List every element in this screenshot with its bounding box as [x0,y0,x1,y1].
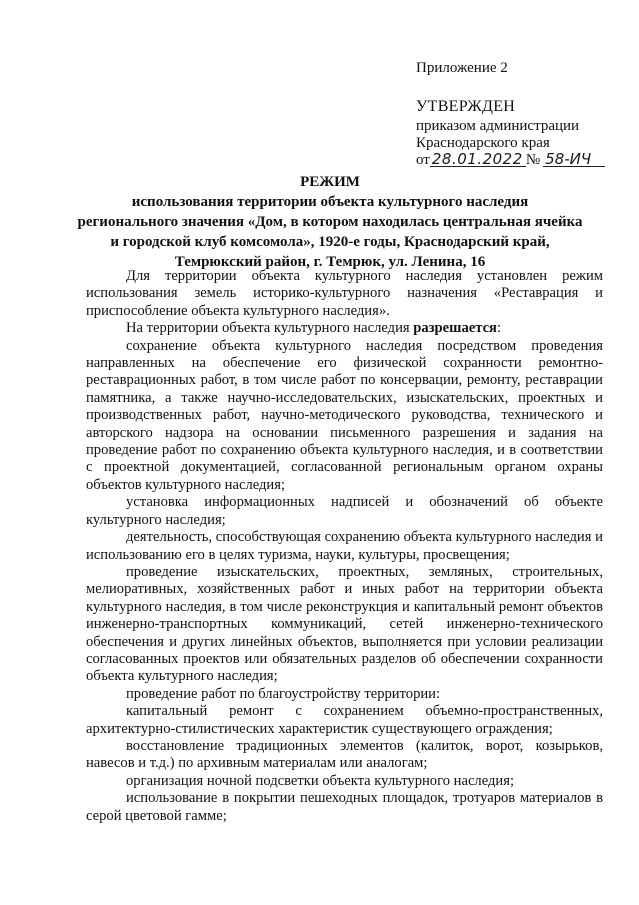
paragraph-allowed-heading [86,320,603,337]
paragraph-repair: капитальный ремонт с сохранением объемно-пространственных, архитектурно-стилистических характеристик существующего ограждения; [86,703,603,737]
paragraph-lighting: организация ночной подсветки объекта культурного наследия; [126,772,515,789]
number-prefix: № [525,152,541,168]
paragraph-paving: использование в покрытии пешеходных площадок, тротуаров материалов в серой цветовой гамме; [86,790,603,824]
approval-heading: УТВЕРЖДЕН [416,98,516,115]
paragraph-preservation: сохранение объекта культурного наследия посредством проведения направленных на обеспечение его физической сохранности ремонтно-реставрационных работ, в том числе работ по консервации, ремонту, реставрации памятника, а также научно-исследовательских, изыскательских, проектных и производственных работ, научно-методического руководства, технического и авторского надзора на основании письменного разрешения и задания на проведение работ по сохранению объекта культурного наследия, и в соответствии с проектной документацией, согласованной региональным органом охраны объектов культурного наследия; [86,337,603,493]
title-line-3: регионального значения «Дом, в котором находилась центральная ячейка [77,214,583,230]
title-line-1: РЕЖИМ [300,174,360,190]
approval-block [416,98,605,169]
allowed-tail: : [496,320,501,337]
allowed-bold: разрешается [413,320,497,337]
paragraph-signs: установка информационных надписей и обозначений об объекте культурного наследия; [86,494,603,528]
paragraph-landscaping: проведение работ по благоустройству территории: [126,685,441,702]
title-line-4: и городской клуб комсомола», 1920-е годы, Краснодарский край, [110,234,550,250]
title-line-5: Темрюкский район, г. Темрюк, ул. Ленина, 16 [174,254,486,270]
approval-date-number-line [416,152,605,169]
paragraph-activity: деятельность, способствующая сохранению объекта культурного наследия и использованию его в целях туризма, науки, культуры, просвещения; [86,529,603,563]
paragraph-intro: Для территории объекта культурного наследия установлен режим использования земель историко-культурного назначения «Реставрация и приспособление объекта культурного наследия». [86,268,603,319]
paragraph-works: проведение изыскательских, проектных, земляных, строительных, мелиоративных, хозяйственных работ и иных работ на территории объекта культурного наследия, в том числе реконструкция и капитальный ремонт объектов инженерно-транспортных коммуникаций, сетей инженерно-технического обеспечения и других линейных объектов, выполняется при условии реализации согласованных проектов или обязательных разделов об обеспечении сохранности объекта культурного наследия; [86,563,603,685]
approval-line-1: приказом администрации [416,118,580,134]
handwritten-date: 28.01.2022 [430,152,526,167]
title-line-2: использования территории объекта культурного наследия [131,194,529,210]
date-prefix: от [416,152,430,168]
paragraph-restoration: восстановление традиционных элементов (калиток, ворот, козырьков, навесов и т.д.) по архивным материалам или аналогам; [86,737,603,772]
document-title [70,172,590,272]
approval-line-2: Краснодарского края [416,135,550,151]
allowed-lead: На территории объекта культурного наследия [126,320,414,337]
handwritten-number: 58-ИЧ [543,152,605,167]
document-body [86,268,603,825]
appendix-label: Приложение 2 [416,60,508,76]
